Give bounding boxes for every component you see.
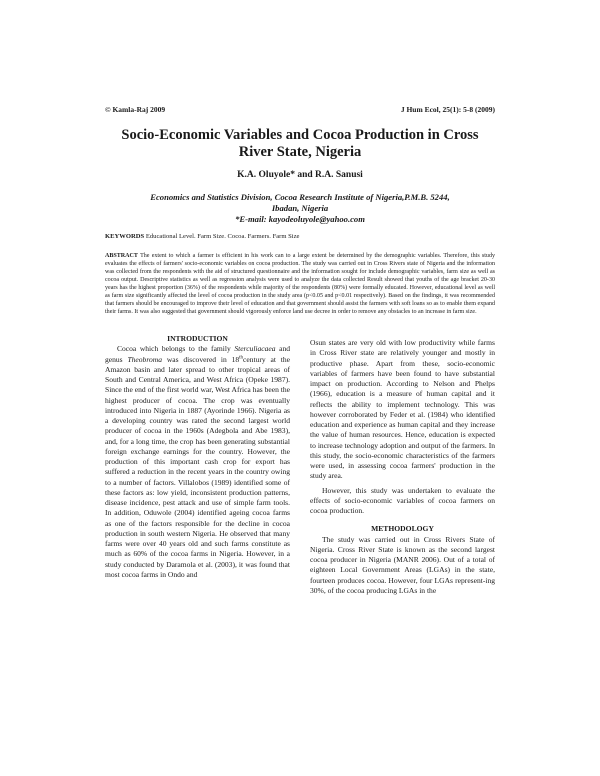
abstract xyxy=(105,252,495,316)
keywords-text: Educational Level. Farm Size. Cocoa. Farmers. Farm Size xyxy=(145,233,300,240)
abstract-label: ABSTRACT xyxy=(105,253,138,259)
journal-citation: J Hum Ecol, 25(1): 5-8 (2009) xyxy=(400,105,495,114)
paper-title: Socio-Economic Variables and Cocoa Production in Cross River State, Nigeria xyxy=(121,127,479,160)
introduction-paragraph-1-continued: Osun states are very old with low productivity while farms in Cross River state are relatively younger and mostly in productive phase. Apart from these, socio-economic variables of farmers have been found to have substantial impact on production. According to Nelson and Phelps (1966), education is a measure of human capital and it reflects the ability to implement technology. This was however corroborated by Feder et al. (1984) who identified education and experience as human capital and they increase the value of human resources. Hence, education is expected to increase technology adoption and output of the farmers. In this study, the socio-economic characteristics of the farmers were used, in assessing cocoa farmers' production in the study area. xyxy=(310,338,495,481)
methodology-heading: METHODOLOGY xyxy=(371,524,434,534)
left-column xyxy=(105,334,290,580)
right-column xyxy=(310,338,495,596)
copyright-notice: © Kamla-Raj 2009 xyxy=(105,105,166,114)
affiliation-line-2: Ibadan, Nigeria xyxy=(271,202,329,213)
keywords xyxy=(105,232,495,241)
introduction-paragraph-2: However, this study was undertaken to evaluate the effects of socio-economic variables of cocoa farmers on cocoa production. xyxy=(310,485,495,515)
author-list: K.A. Oluyole* and R.A. Sanusi xyxy=(237,170,363,180)
affiliation xyxy=(105,192,495,224)
introduction-heading: INTRODUCTION xyxy=(167,334,228,343)
keywords-label: KEYWORDS xyxy=(105,233,145,240)
affiliation-line-1: Economics and Statistics Division, Cocoa Research Institute of Nigeria,P.M.B. 5244, xyxy=(150,192,450,202)
introduction-paragraph-1: Cocoa which belongs to the family Sterculiacaea and genus Theobroma was discovered in 18thcentury at the Amazon basin and later spread to other tropical areas of South and Central America, and West Africa (Opeke 1987). Since the end of the first world war, West Africa has been the highest producer of cocoa. The crop was eventually introduced into Nigeria in 1887 (Ayorinde 1966). Nigeria as a developing country was rated the second largest world producer of cocoa in the 1960s (Adegbola and Abe 1983), and, for a long time, the crop has been generating substantial foreign exchange earnings for the country. However, the production of this important cash crop for export has suffered a reduction in the recent years in the country owing to a number of factors. Villalobos (1989) identified some of these factors as: low yield, inconsistent production patterns, disease incidence, pest attack and use of simple farm tools. In addition, Oduwole (2004) identified ageing cocoa farms as one of the factors responsible for the decline in cocoa production in south western Nigeria. He observed that many farms were over 40 years old and such farms constitute as much as 60% of the cocoa farms in Nigeria. However, in a study conducted by Daramola et al. (2003), it was found that most cocoa farms in Ondo and xyxy=(105,344,291,579)
running-header xyxy=(105,105,495,117)
methodology-paragraph-1: The study was carried out in Cross Rivers State of Nigeria. Cross River State is known as the second largest cocoa producer in Nigeria (MANR 2006). Out of a total of eighteen Local Government Areas (LGAs) in the state, fourteen produces cocoa. However, four LGAs represent-ing 30%, of the cocoa producing LGAs in the xyxy=(310,534,495,595)
author-email: *E-mail: kayodeoluyole@yahoo.com xyxy=(235,213,365,224)
abstract-text: The extent to which a farmer is efficient in his work can to a large extent be determined by the demographic variables. Therefore, this study evaluates the effects of farmers' socio-economic variables on cocoa production. The study was carried out in Cross Rivers state of Nigeria and the information was collected from the respondents with the aid of structured questionnaire and the information sought for include demographic variables, farm size as well as cocoa output. Descriptive statistics as well as regression analysis were used to analyze the data collected Result showed that youths of the age bracket 20-30 years has the highest proportion (36%) of the respondents while majority of the respondents (80%) were formally educated. However, educational level as well as farm size significantly affected the level of cocoa production in the study area (p<0.05 and p<0.01 respectively). Based on the findings, it was recommended that farmers should be encouraged to improve their level of education and that government should assist the farmers with soft loans so as to enable them expand their farms. It was also suggested that government should vigorously enforce land use decree in order to remove any obstacles to an increase in farm size. xyxy=(105,253,495,316)
